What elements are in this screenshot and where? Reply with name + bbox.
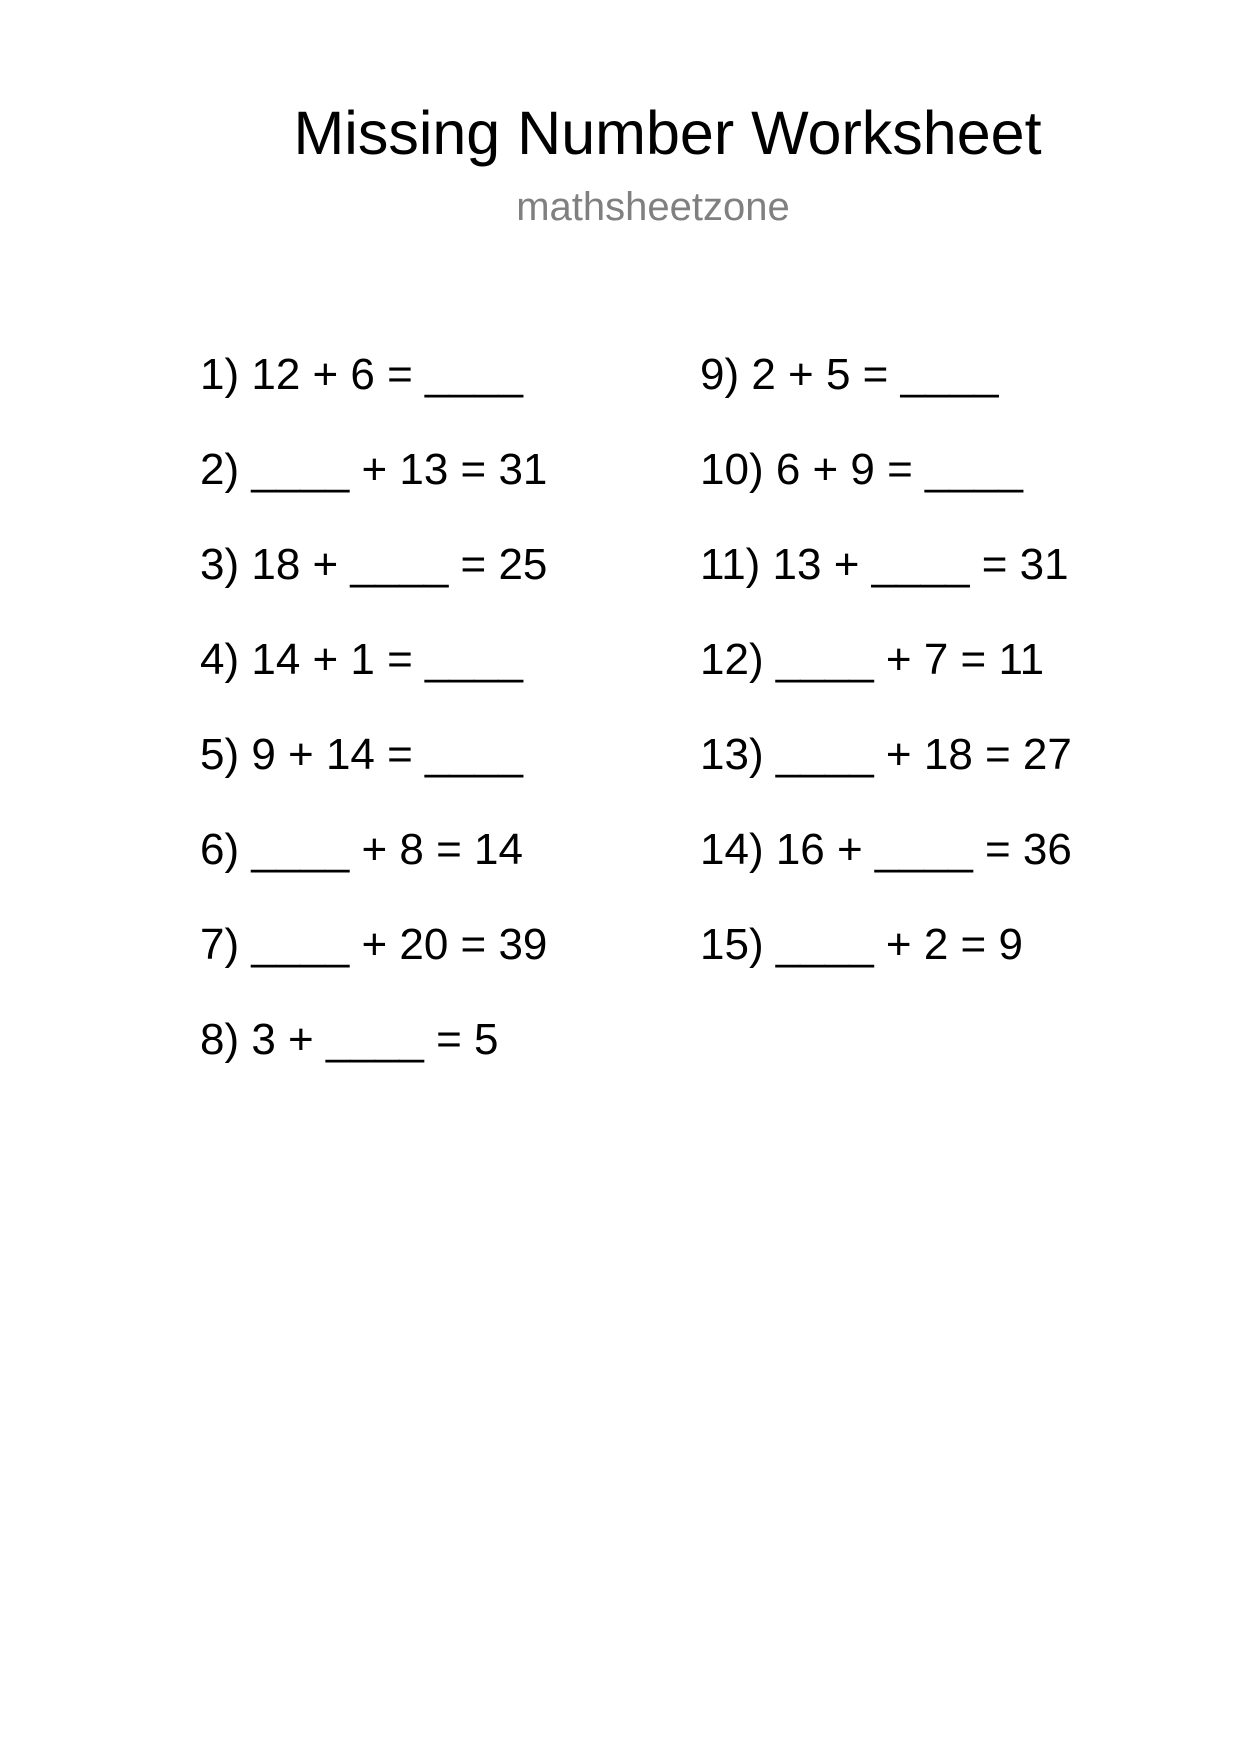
problem-4: 4) 14 + 1 = ____ — [200, 635, 523, 684]
problem-8: 8) 3 + ____ = 5 — [200, 1015, 499, 1064]
problem-7: 7) ____ + 20 = 39 — [200, 920, 548, 969]
problem-1: 1) 12 + 6 = ____ — [200, 350, 523, 399]
problem-10: 10) 6 + 9 = ____ — [700, 445, 1023, 494]
problem-15: 15) ____ + 2 = 9 — [700, 920, 1023, 969]
problem-5: 5) 9 + 14 = ____ — [200, 730, 523, 779]
problem-6: 6) ____ + 8 = 14 — [200, 825, 523, 874]
problem-9: 9) 2 + 5 = ____ — [700, 350, 999, 399]
problem-12: 12) ____ + 7 = 11 — [700, 635, 1045, 684]
problem-3: 3) 18 + ____ = 25 — [200, 540, 548, 589]
problem-13: 13) ____ + 18 = 27 — [700, 730, 1072, 779]
worksheet-subtitle: mathsheetzone — [516, 185, 790, 229]
worksheet-title: Missing Number Worksheet — [293, 99, 1042, 167]
problem-14: 14) 16 + ____ = 36 — [700, 825, 1072, 874]
problems-column-right — [700, 350, 1072, 1015]
problem-11: 11) 13 + ____ = 31 — [700, 540, 1069, 589]
problems-column-left — [200, 350, 547, 1110]
problem-2: 2) ____ + 13 = 31 — [200, 445, 548, 494]
